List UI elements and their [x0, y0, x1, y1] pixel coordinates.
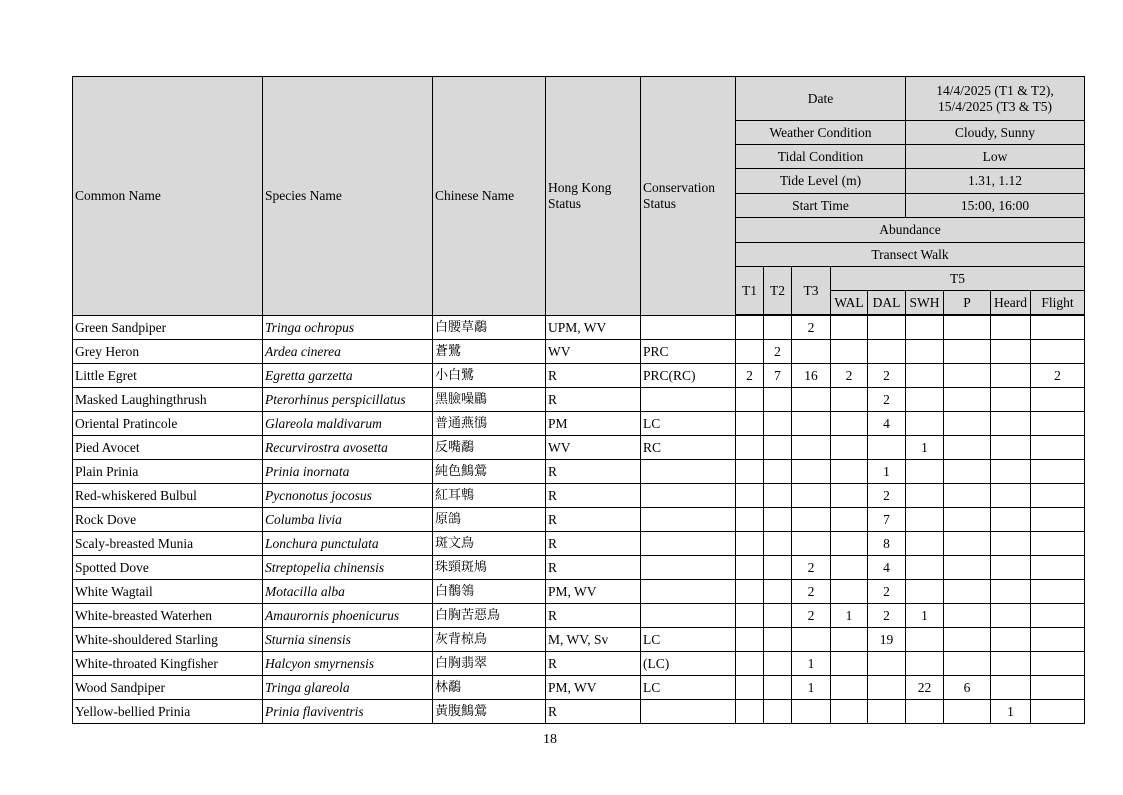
common-name-cell: Red-whiskered Bulbul — [73, 484, 263, 508]
t3-cell — [792, 532, 831, 556]
t1-cell — [736, 532, 764, 556]
tide-level-value: 1.31, 1.12 — [906, 169, 1085, 194]
hk-status-cell: WV — [546, 340, 641, 364]
wal-cell — [831, 556, 868, 580]
wal-cell — [831, 532, 868, 556]
flight-cell — [1031, 532, 1085, 556]
t1-cell — [736, 700, 764, 724]
common-name-cell: White-breasted Waterhen — [73, 604, 263, 628]
flight-cell — [1031, 484, 1085, 508]
wal-cell — [831, 388, 868, 412]
species-name-cell: Sturnia sinensis — [263, 628, 433, 652]
conservation-status-cell: RC — [641, 436, 736, 460]
t1-cell — [736, 340, 764, 364]
dal-cell: 2 — [868, 580, 906, 604]
species-name-cell: Pycnonotus jocosus — [263, 484, 433, 508]
heard-header: Heard — [991, 291, 1031, 315]
table-row — [73, 532, 1085, 556]
heard-cell — [991, 676, 1031, 700]
table-row — [73, 556, 1085, 580]
t2-cell — [764, 580, 792, 604]
p-header: P — [944, 291, 991, 315]
dal-cell: 2 — [868, 364, 906, 388]
heard-cell — [991, 652, 1031, 676]
t1-cell — [736, 556, 764, 580]
wal-cell — [831, 460, 868, 484]
t5-header: T5 — [831, 267, 1085, 291]
species-name-cell: Streptopelia chinensis — [263, 556, 433, 580]
chinese-name-cell: 灰背椋鳥 — [433, 628, 546, 652]
common-name-cell: Scaly-breasted Munia — [73, 532, 263, 556]
swh-cell: 1 — [906, 604, 944, 628]
hk-status-cell: PM, WV — [546, 580, 641, 604]
heard-cell — [991, 484, 1031, 508]
flight-cell — [1031, 412, 1085, 436]
table-row — [73, 484, 1085, 508]
t1-cell — [736, 604, 764, 628]
chinese-name-cell: 白腰草鷸 — [433, 316, 546, 340]
hk-status-cell: R — [546, 652, 641, 676]
hk-status-cell: R — [546, 508, 641, 532]
flight-cell — [1031, 316, 1085, 340]
species-name-cell: Pterorhinus perspicillatus — [263, 388, 433, 412]
species-name-cell: Glareola maldivarum — [263, 412, 433, 436]
flight-cell — [1031, 556, 1085, 580]
heard-cell — [991, 436, 1031, 460]
p-cell — [944, 700, 991, 724]
t3-cell — [792, 340, 831, 364]
common-name-cell: Plain Prinia — [73, 460, 263, 484]
t2-cell — [764, 436, 792, 460]
table-row — [73, 580, 1085, 604]
table-row — [73, 340, 1085, 364]
hk-status-cell: M, WV, Sv — [546, 628, 641, 652]
heard-cell: 1 — [991, 700, 1031, 724]
dal-cell: 2 — [868, 604, 906, 628]
swh-cell — [906, 508, 944, 532]
dal-cell: 2 — [868, 388, 906, 412]
t3-cell: 2 — [792, 556, 831, 580]
dal-cell — [868, 436, 906, 460]
table-row — [73, 412, 1085, 436]
t3-cell — [792, 460, 831, 484]
p-cell — [944, 436, 991, 460]
p-cell — [944, 364, 991, 388]
heard-cell — [991, 556, 1031, 580]
heard-cell — [991, 628, 1031, 652]
p-cell — [944, 652, 991, 676]
common-name-cell: Rock Dove — [73, 508, 263, 532]
t3-cell — [792, 436, 831, 460]
t2-cell: 2 — [764, 340, 792, 364]
heard-cell — [991, 340, 1031, 364]
dal-cell: 7 — [868, 508, 906, 532]
chinese-name-cell: 白鶺鴒 — [433, 580, 546, 604]
species-name-cell: Prinia inornata — [263, 460, 433, 484]
dal-cell — [868, 340, 906, 364]
chinese-name-cell: 黑臉噪鶥 — [433, 388, 546, 412]
t3-cell: 2 — [792, 580, 831, 604]
t1-cell — [736, 676, 764, 700]
swh-cell — [906, 628, 944, 652]
t2-cell — [764, 628, 792, 652]
hk-status-cell: R — [546, 700, 641, 724]
conservation-status-cell: PRC — [641, 340, 736, 364]
flight-cell — [1031, 436, 1085, 460]
hk-status-header-text: Hong Kong Status — [548, 180, 612, 211]
heard-cell — [991, 460, 1031, 484]
common-name-header: Common Name — [73, 77, 263, 316]
chinese-name-cell: 蒼鷺 — [433, 340, 546, 364]
wal-cell — [831, 700, 868, 724]
p-cell — [944, 316, 991, 340]
p-cell — [944, 340, 991, 364]
common-name-cell: Spotted Dove — [73, 556, 263, 580]
tide-level-label: Tide Level (m) — [736, 169, 906, 194]
swh-cell: 1 — [906, 436, 944, 460]
conservation-status-cell — [641, 604, 736, 628]
conservation-status-cell — [641, 700, 736, 724]
swh-cell — [906, 460, 944, 484]
conservation-status-cell — [641, 556, 736, 580]
date-label: Date — [736, 77, 906, 121]
species-name-cell: Recurvirostra avosetta — [263, 436, 433, 460]
dal-header: DAL — [868, 291, 906, 315]
hk-status-cell: R — [546, 532, 641, 556]
p-cell — [944, 532, 991, 556]
dal-cell — [868, 700, 906, 724]
chinese-name-cell: 黃腹鷦鶯 — [433, 700, 546, 724]
species-name-cell: Ardea cinerea — [263, 340, 433, 364]
conservation-status-cell: (LC) — [641, 652, 736, 676]
common-name-cell: Green Sandpiper — [73, 316, 263, 340]
species-name-cell: Egretta garzetta — [263, 364, 433, 388]
hk-status-cell: R — [546, 604, 641, 628]
wal-cell — [831, 484, 868, 508]
hk-status-cell: R — [546, 556, 641, 580]
conservation-status-cell: LC — [641, 412, 736, 436]
conservation-status-cell — [641, 484, 736, 508]
wal-cell — [831, 628, 868, 652]
t1-cell — [736, 436, 764, 460]
hk-status-cell: R — [546, 460, 641, 484]
conservation-status-cell: PRC(RC) — [641, 364, 736, 388]
t2-cell — [764, 604, 792, 628]
p-cell — [944, 484, 991, 508]
p-cell — [944, 604, 991, 628]
tidal-value: Low — [906, 145, 1085, 169]
t2-cell — [764, 676, 792, 700]
t1-cell: 2 — [736, 364, 764, 388]
t1-cell — [736, 652, 764, 676]
t3-cell: 2 — [792, 316, 831, 340]
hk-status-cell: R — [546, 364, 641, 388]
p-cell — [944, 556, 991, 580]
abundance-header: Abundance — [736, 218, 1085, 243]
t2-cell — [764, 388, 792, 412]
t1-cell — [736, 580, 764, 604]
t2-cell — [764, 700, 792, 724]
t3-cell: 16 — [792, 364, 831, 388]
t1-cell — [736, 484, 764, 508]
t2-cell — [764, 532, 792, 556]
p-cell — [944, 460, 991, 484]
swh-cell — [906, 532, 944, 556]
date-value — [906, 77, 1085, 121]
species-name-cell: Tringa ochropus — [263, 316, 433, 340]
p-cell — [944, 628, 991, 652]
wal-cell: 2 — [831, 364, 868, 388]
common-name-cell: Pied Avocet — [73, 436, 263, 460]
chinese-name-cell: 斑文鳥 — [433, 532, 546, 556]
flight-cell — [1031, 676, 1085, 700]
t3-cell — [792, 484, 831, 508]
species-name-header: Species Name — [263, 77, 433, 316]
p-cell: 6 — [944, 676, 991, 700]
t3-cell — [792, 700, 831, 724]
chinese-name-cell: 白胸苦惡鳥 — [433, 604, 546, 628]
t2-cell — [764, 556, 792, 580]
hk-status-cell: R — [546, 484, 641, 508]
wal-cell — [831, 580, 868, 604]
hk-status-cell: PM — [546, 412, 641, 436]
swh-cell — [906, 388, 944, 412]
p-cell — [944, 580, 991, 604]
chinese-name-cell: 普通燕鴴 — [433, 412, 546, 436]
chinese-name-cell: 原鴿 — [433, 508, 546, 532]
date-value-line1: 14/4/2025 (T1 & T2), — [936, 82, 1054, 98]
species-name-cell: Motacilla alba — [263, 580, 433, 604]
t3-cell: 2 — [792, 604, 831, 628]
wal-cell — [831, 652, 868, 676]
dal-cell: 19 — [868, 628, 906, 652]
heard-cell — [991, 388, 1031, 412]
conservation-status-cell: LC — [641, 676, 736, 700]
chinese-name-cell: 反嘴鷸 — [433, 436, 546, 460]
t2-cell — [764, 652, 792, 676]
swh-cell: 22 — [906, 676, 944, 700]
flight-cell — [1031, 652, 1085, 676]
transect-walk-header: Transect Walk — [736, 243, 1085, 267]
p-cell — [944, 508, 991, 532]
species-name-cell: Halcyon smyrnensis — [263, 652, 433, 676]
table-row — [73, 628, 1085, 652]
conservation-status-cell — [641, 532, 736, 556]
heard-cell — [991, 364, 1031, 388]
t2-cell — [764, 484, 792, 508]
swh-cell — [906, 316, 944, 340]
flight-cell — [1031, 460, 1085, 484]
hk-status-cell: PM, WV — [546, 676, 641, 700]
table-row — [73, 316, 1085, 340]
swh-header: SWH — [906, 291, 944, 315]
wal-cell — [831, 340, 868, 364]
chinese-name-cell: 紅耳鵯 — [433, 484, 546, 508]
page-number: 18 — [543, 732, 557, 747]
flight-header: Flight — [1031, 291, 1085, 315]
species-name-cell: Lonchura punctulata — [263, 532, 433, 556]
t2-cell — [764, 460, 792, 484]
swh-cell — [906, 700, 944, 724]
wal-header: WAL — [831, 291, 868, 315]
weather-label: Weather Condition — [736, 121, 906, 145]
heard-cell — [991, 508, 1031, 532]
swh-cell — [906, 580, 944, 604]
common-name-cell: Oriental Pratincole — [73, 412, 263, 436]
common-name-cell: Masked Laughingthrush — [73, 388, 263, 412]
swh-cell — [906, 484, 944, 508]
swh-cell — [906, 412, 944, 436]
flight-cell — [1031, 580, 1085, 604]
table-body — [73, 77, 1085, 724]
table-row — [73, 460, 1085, 484]
dal-cell: 4 — [868, 412, 906, 436]
t1-cell — [736, 388, 764, 412]
chinese-name-cell: 珠頸斑鳩 — [433, 556, 546, 580]
swh-cell — [906, 364, 944, 388]
conservation-status-header — [641, 77, 736, 316]
table-row — [73, 364, 1085, 388]
t3-cell — [792, 508, 831, 532]
t3-cell: 1 — [792, 652, 831, 676]
t1-cell — [736, 628, 764, 652]
dal-cell — [868, 676, 906, 700]
dal-cell — [868, 652, 906, 676]
species-name-cell: Columba livia — [263, 508, 433, 532]
t3-cell — [792, 628, 831, 652]
dal-cell — [868, 316, 906, 340]
heard-cell — [991, 316, 1031, 340]
common-name-cell: White-throated Kingfisher — [73, 652, 263, 676]
common-name-cell: White Wagtail — [73, 580, 263, 604]
t3-header: T3 — [792, 267, 831, 315]
hk-status-cell: R — [546, 388, 641, 412]
heard-cell — [991, 412, 1031, 436]
t2-cell — [764, 508, 792, 532]
hk-status-header — [546, 77, 641, 316]
t3-cell — [792, 412, 831, 436]
hk-status-cell: UPM, WV — [546, 316, 641, 340]
t3-cell — [792, 388, 831, 412]
conservation-status-cell — [641, 316, 736, 340]
wal-cell — [831, 316, 868, 340]
dal-cell: 1 — [868, 460, 906, 484]
t1-cell — [736, 412, 764, 436]
swh-cell — [906, 652, 944, 676]
common-name-cell: White-shouldered Starling — [73, 628, 263, 652]
t2-cell — [764, 412, 792, 436]
flight-cell — [1031, 388, 1085, 412]
swh-cell — [906, 340, 944, 364]
weather-value: Cloudy, Sunny — [906, 121, 1085, 145]
chinese-name-cell: 白胸翡翠 — [433, 652, 546, 676]
wal-cell — [831, 412, 868, 436]
flight-cell — [1031, 604, 1085, 628]
chinese-name-cell: 純色鷦鶯 — [433, 460, 546, 484]
species-name-cell: Amaurornis phoenicurus — [263, 604, 433, 628]
chinese-name-cell: 小白鷺 — [433, 364, 546, 388]
bird-survey-table — [72, 76, 1085, 724]
chinese-name-header: Chinese Name — [433, 77, 546, 316]
start-time-value: 15:00, 16:00 — [906, 194, 1085, 218]
conservation-status-cell — [641, 580, 736, 604]
table-row — [73, 700, 1085, 724]
wal-cell — [831, 436, 868, 460]
table-row — [73, 436, 1085, 460]
wal-cell — [831, 676, 868, 700]
conservation-status-cell — [641, 460, 736, 484]
dal-cell: 4 — [868, 556, 906, 580]
table-row — [73, 388, 1085, 412]
table-row — [73, 508, 1085, 532]
conservation-status-cell — [641, 388, 736, 412]
species-name-cell: Prinia flaviventris — [263, 700, 433, 724]
t2-cell: 7 — [764, 364, 792, 388]
t1-cell — [736, 460, 764, 484]
t1-cell — [736, 508, 764, 532]
tidal-label: Tidal Condition — [736, 145, 906, 169]
heard-cell — [991, 532, 1031, 556]
heard-cell — [991, 604, 1031, 628]
table-row — [73, 676, 1085, 700]
t2-cell — [764, 316, 792, 340]
table-row — [73, 652, 1085, 676]
wal-cell — [831, 508, 868, 532]
common-name-cell: Grey Heron — [73, 340, 263, 364]
t2-header: T2 — [764, 267, 792, 315]
chinese-name-cell: 林鷸 — [433, 676, 546, 700]
p-cell — [944, 412, 991, 436]
flight-cell — [1031, 508, 1085, 532]
common-name-cell: Little Egret — [73, 364, 263, 388]
hk-status-cell: WV — [546, 436, 641, 460]
flight-cell: 2 — [1031, 364, 1085, 388]
t3-cell: 1 — [792, 676, 831, 700]
conservation-status-header-text: Conservation Status — [643, 180, 715, 211]
swh-cell — [906, 556, 944, 580]
conservation-status-cell — [641, 508, 736, 532]
date-value-line2: 15/4/2025 (T3 & T5) — [937, 98, 1053, 114]
p-cell — [944, 388, 991, 412]
t1-cell — [736, 316, 764, 340]
dal-cell: 2 — [868, 484, 906, 508]
flight-cell — [1031, 340, 1085, 364]
flight-cell — [1031, 628, 1085, 652]
heard-cell — [991, 580, 1031, 604]
species-name-cell: Tringa glareola — [263, 676, 433, 700]
t1-header: T1 — [736, 267, 764, 315]
flight-cell — [1031, 700, 1085, 724]
dal-cell: 8 — [868, 532, 906, 556]
wal-cell: 1 — [831, 604, 868, 628]
start-time-label: Start Time — [736, 194, 906, 218]
common-name-cell: Yellow-bellied Prinia — [73, 700, 263, 724]
common-name-cell: Wood Sandpiper — [73, 676, 263, 700]
conservation-status-cell: LC — [641, 628, 736, 652]
table-row — [73, 604, 1085, 628]
